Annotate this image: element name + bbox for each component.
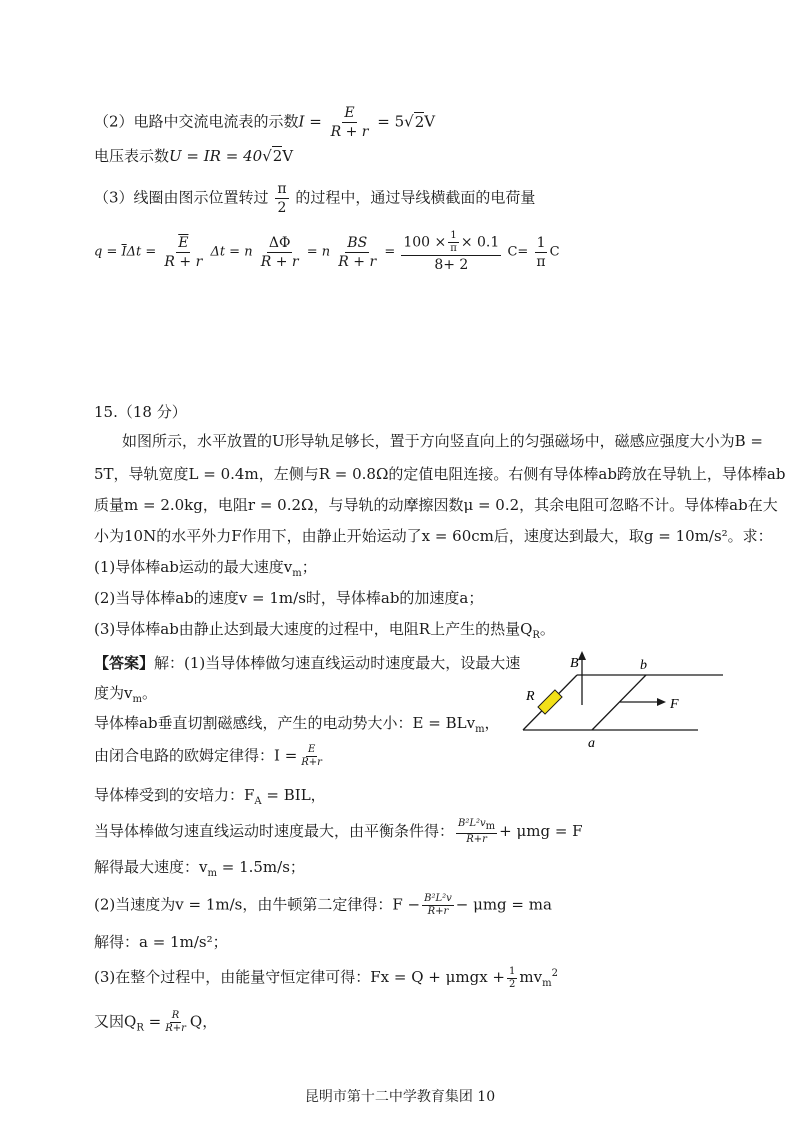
newton-fraction: $\frac{\text{B²L²v}}{R+r}$ [424,893,452,917]
answer-line-4: 由闭合电路的欧姆定律得：I = $\frac{E}{R+r}$ [94,744,322,768]
resistor-R [538,690,562,714]
rail-diagram [518,650,728,750]
charge-formula-line: $q = \overline{I}\Delta t$ = $\frac{\overline{E}}{R + r}$ Δt = n $\frac{\Delta\Phi}{R + r}$ = n $\frac{BS}{R + r}$ = 100 × $\frac{1}{\pi}$ × 0.1 8+ 2 C= $\frac{1}{\pi}$ C [94,230,560,273]
half-fraction: $\frac{1}{2}$ [509,965,516,990]
angle-fraction: $\frac{\pi}{2}$ [277,181,287,216]
answer-line-5: 导体棒受到的安培力：$F_A$ = BIL， [94,786,326,807]
question-para-4: 小为10N的水平外力F作用下，由静止开始运动了x = 60cm后，速度达到最大，取g = 10m/s²。求： [94,527,773,545]
answer-line-3: 导体棒ab垂直切割磁感线，产生的电动势大小：E = BLv$_m$， [94,714,500,735]
label-b: b [640,658,647,673]
answer-line-9: 解得：a = 1m/s²； [94,933,228,951]
answer-line-2: 度为$v_m$。 [94,684,157,705]
result-fraction: $\frac{1}{\pi}$ [536,234,546,270]
question-header: 15.（18 分） [94,403,187,421]
label-R: R [526,689,535,704]
question-para-3: 质量m = 2.0kg，电阻r = 0.2Ω，与导轨的动摩擦因数μ = 0.2，其余电阻可忽略不计。导体棒ab在大 [94,496,778,514]
balance-fraction: $\frac{\text{B²L²vm}}{R+r}$ [458,818,496,845]
label-a: a [588,736,595,750]
b-field-arrowhead [578,651,586,660]
numeric-fraction: 100 × $\frac{1}{\pi}$ × 0.1 8+ 2 [403,230,500,273]
flux-fraction: $\frac{\Delta\Phi}{R + r}$ [260,234,299,270]
answer-line-7: 解得最大速度：$v_m = 1.5m/s$； [94,858,305,879]
heat-ratio-fraction: $\frac{R}{R+r}$ [165,1010,186,1034]
label-B: B [570,656,579,671]
answer-line-6: 当导体棒做匀速直线运动时速度最大，由平衡条件得： $\frac{\text{B²L²vm}}{R+r}$ + μmg = F [94,818,583,845]
sub-question-2: (2)当导体棒ab的速度v = 1m/s时，导体棒ab的加速度a； [94,589,484,607]
question-para-2: 5T，导轨宽度L = 0.4m，左侧与R = 0.8Ω的定值电阻连接。右侧有导体棒ab跨放在导轨上，导体棒ab [94,465,786,483]
emf-fraction: $\frac{\overline{E}}{R + r}$ [164,234,203,270]
answer-line-8: (2)当速度为v = 1m/s，由牛顿第二定律得：F − $\frac{\text{B²L²v}}{R+r}$ − μmg = ma [94,893,552,917]
page-footer: 昆明市第十二中学教育集团 10 [304,1089,496,1105]
part3-question-line: （3）线圈由图示位置转过 $\frac{\pi}{2}$ 的过程中，通过导线横截面的电荷量 [94,181,536,216]
question-para-1: 如图所示，水平放置的U形导轨足够长，置于方向竖直向上的匀强磁场中，磁感应强度大小为B = [122,432,764,450]
inner-pi-fraction: $\frac{1}{\pi}$ [450,230,457,254]
part2-current-line: （2）电路中交流电流表的示数I = $\frac{E}{R + r}$ = 5√2V [94,105,436,140]
current-fraction: $\frac{E}{R + r}$ [330,105,369,140]
sub-question-1: (1)导体棒ab运动的最大速度$v_m$； [94,558,317,579]
answer-line-1: 【答案】解：(1)当导体棒做匀速直线运动时速度最大，设最大速 [94,654,521,672]
bs-fraction: $\frac{BS}{R + r}$ [338,234,377,270]
part2-voltage-line: 电压表示数U = IR = 40√2V [94,147,294,165]
force-arrowhead [657,698,666,706]
ohm-fraction: $\frac{E}{R+r}$ [301,744,322,768]
answer-line-10: (3)在整个过程中，由能量守恒定律可得：Fx = Q + μmgx + $\frac{1}{2}$ $mv_m^2$ [94,965,558,990]
answer-line-11: 又因$Q_R$ = $\frac{R}{R+r}$ Q， [94,1010,218,1034]
sub-question-3: (3)导体棒ab由静止达到最大速度的过程中，电阻R上产生的热量$Q_R$。 [94,620,555,641]
label-F: F [670,697,679,712]
